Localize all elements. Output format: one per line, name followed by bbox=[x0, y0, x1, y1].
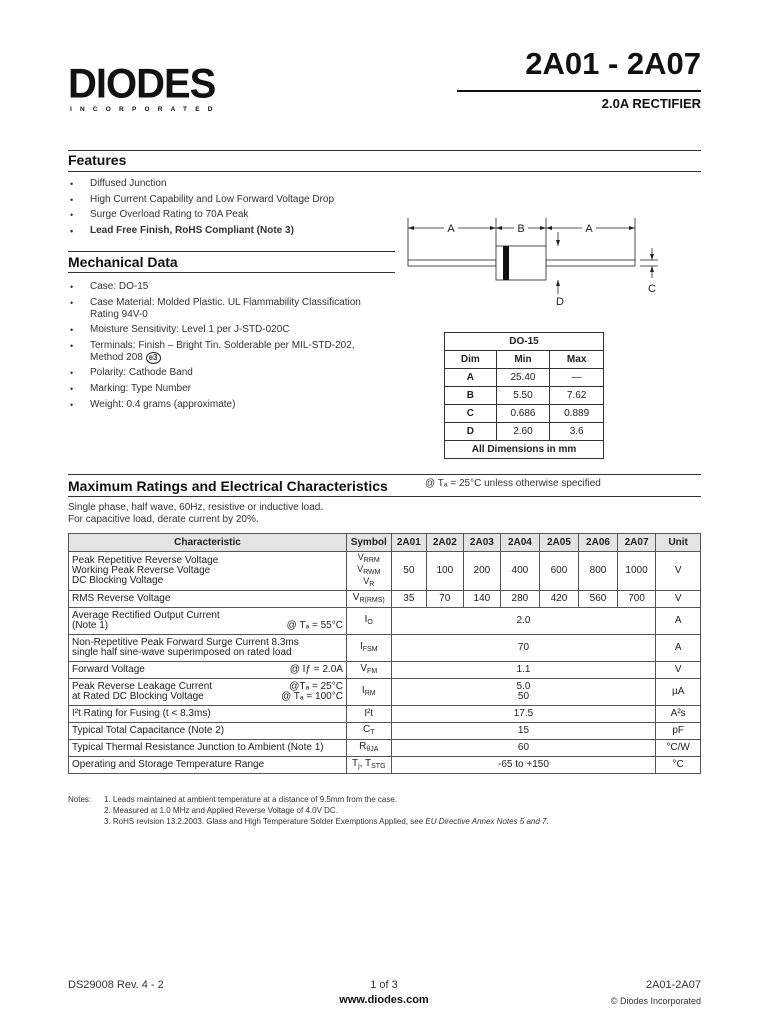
table-row: Average Rectified Output Current (Note 1) @ Tₐ = 55°C $I_O$ 2.0 A bbox=[69, 608, 701, 635]
symbol-cell: I²t bbox=[346, 706, 391, 723]
list-item: • Surge Overload Rating to 70A Peak bbox=[68, 209, 398, 221]
dim-label-a: A bbox=[447, 223, 455, 235]
features-bottom-rule bbox=[68, 171, 701, 172]
table-row: C 0.686 0.889 bbox=[445, 405, 604, 423]
header-rule bbox=[457, 90, 701, 92]
list-item: • Polarity: Cathode Band bbox=[68, 367, 378, 379]
list-item: • Lead Free Finish, RoHS Compliant (Note 3) bbox=[68, 225, 398, 237]
symbol-cell: $V_{R(RMS)}$ bbox=[346, 591, 391, 608]
table-row: A 25.40 — bbox=[445, 369, 604, 387]
ratings-top-rule bbox=[68, 474, 701, 475]
arrow-head bbox=[650, 266, 654, 272]
ratings-intro bbox=[68, 502, 323, 526]
list-item: • Moisture Sensitivity: Level 1 per J-STD-020C bbox=[68, 324, 378, 336]
notes-label: Notes: bbox=[68, 795, 92, 804]
ratings-header-row bbox=[69, 534, 701, 552]
symbol-cell: $I_{RM}$ bbox=[346, 679, 391, 706]
arrow-head bbox=[546, 226, 552, 230]
list-item: • Marking: Type Number bbox=[68, 383, 378, 395]
symbol-cell: $V_{FM}$ bbox=[346, 662, 391, 679]
col-header: 2A05 bbox=[539, 534, 579, 552]
col-header: Unit bbox=[656, 534, 701, 552]
table-row: Peak Reverse Leakage Current @Tₐ = 25°C at Rated DC Blocking Voltage @ Tₐ = 100°C $I_{RM}$ 5.0 50 µA bbox=[69, 679, 701, 706]
table-row: RMS Reverse Voltage $V_{R(RMS)}$ 35 70 140 280 420 560 700 V bbox=[69, 591, 701, 608]
notes-block bbox=[68, 794, 549, 827]
col-header: 2A04 bbox=[501, 534, 540, 552]
table-row: Typical Total Capacitance (Note 2) $C_T$ 15 pF bbox=[69, 723, 701, 740]
col-header: 2A01 bbox=[391, 534, 427, 552]
table-row: Peak Repetitive Reverse Voltage Working Peak Reverse Voltage DC Blocking Voltage $V_{RRM}$ $V_{RWM}$ $V_R$ 50 100 200 400 600 800 1000 V bbox=[69, 552, 701, 591]
symbol-cell: $T_j$, $T_{STG}$ bbox=[346, 757, 391, 774]
lead-right bbox=[546, 260, 635, 266]
features-heading: Features bbox=[68, 152, 127, 168]
terminals-text: Terminals: Finish – Bright Tin. Solderable per MIL-STD-202, Method 208 bbox=[90, 339, 355, 363]
arrow-head bbox=[650, 254, 654, 260]
table-row: Non-Repetitive Peak Forward Surge Current 8.3ms single half sine-wave superimposed on rated load $I_{FSM}$ 70 A bbox=[69, 635, 701, 662]
dimensions-table bbox=[444, 332, 604, 459]
doc-number: DS29008 Rev. 4 - 2 bbox=[68, 979, 164, 991]
note-item: 3. RoHS revision 13.2.2003. Glass and High Temperature Solder Exemptions Applied, see EU Directive Annex Notes 5 and 7. bbox=[104, 817, 549, 826]
arrow-head bbox=[556, 240, 560, 246]
dims-col-header: Min bbox=[496, 351, 550, 369]
features-list bbox=[68, 178, 398, 240]
arrow-head bbox=[408, 226, 414, 230]
dims-col-header: Dim bbox=[445, 351, 497, 369]
arrow-head bbox=[629, 226, 635, 230]
table-row: Operating and Storage Temperature Range $T_j$, $T_{STG}$ -65 to +150 °C bbox=[69, 757, 701, 774]
table-row: D 2.60 3.6 bbox=[445, 423, 604, 441]
table-row: I²t Rating for Fusing (t < 8.3ms) I²t 17.5 A²s bbox=[69, 706, 701, 723]
e3-lead-free-mark: e3 bbox=[146, 352, 161, 364]
features-top-rule bbox=[68, 150, 701, 151]
arrow-head bbox=[490, 226, 496, 230]
table-row: Typical Thermal Resistance Junction to Ambient (Note 1) $R_{\theta JA}$ 60 °C/W bbox=[69, 740, 701, 757]
arrow-head bbox=[496, 226, 502, 230]
list-item: • Case Material: Molded Plastic. UL Flammability Classification Rating 94V-0 bbox=[68, 297, 378, 321]
table-row: Forward Voltage @ Iƒ = 2.0A $V_{FM}$ 1.1 V bbox=[69, 662, 701, 679]
note-item: 2. Measured at 1.0 MHz and Applied Reverse Voltage of 4.0V DC. bbox=[104, 806, 338, 815]
mechanical-bottom-rule bbox=[68, 272, 395, 273]
note-item: 1. Leads maintained at ambient temperature at a distance of 9.5mm from the case. bbox=[104, 795, 398, 804]
symbol-cell: $R_{\theta JA}$ bbox=[346, 740, 391, 757]
product-subtitle: 2.0A RECTIFIER bbox=[601, 96, 701, 111]
do15-package-diagram bbox=[400, 210, 670, 310]
list-item: • Case: DO-15 bbox=[68, 281, 378, 293]
symbol-cell: $C_T$ bbox=[346, 723, 391, 740]
ratings-intro-line: Single phase, half wave, 60Hz, resistive or inductive load. bbox=[68, 502, 324, 513]
list-item: • Weight: 0.4 grams (approximate) bbox=[68, 399, 378, 411]
col-header: 2A02 bbox=[427, 534, 464, 552]
ratings-intro-line: For capacitive load, derate current by 20%. bbox=[68, 514, 259, 525]
dims-package-header: DO-15 bbox=[445, 333, 604, 351]
part-number-title: 2A01 - 2A07 bbox=[525, 46, 701, 81]
list-item bbox=[68, 340, 378, 364]
dim-label-b: B bbox=[517, 223, 525, 235]
dims-footer: All Dimensions in mm bbox=[445, 441, 604, 459]
col-header: Symbol bbox=[346, 534, 391, 552]
dim-label-c: C bbox=[648, 283, 656, 295]
col-header: Characteristic bbox=[69, 534, 347, 552]
arrow-head bbox=[540, 226, 546, 230]
symbol-cell: $V_{RRM}$ $V_{RWM}$ $V_R$ bbox=[346, 552, 391, 591]
col-header: 2A07 bbox=[617, 534, 656, 552]
list-item: • High Current Capability and Low Forward Voltage Drop bbox=[68, 194, 398, 206]
dim-label-d: D bbox=[556, 296, 564, 308]
mechanical-top-rule bbox=[68, 251, 395, 252]
table-row: B 5.50 7.62 bbox=[445, 387, 604, 405]
company-logo-subtext: INCORPORATED bbox=[70, 106, 221, 113]
dim-label-a: A bbox=[585, 223, 593, 235]
ratings-bottom-rule bbox=[68, 496, 701, 497]
copyright: © Diodes Incorporated bbox=[610, 996, 701, 1006]
symbol-cell: $I_{FSM}$ bbox=[346, 635, 391, 662]
ratings-condition: @ Tₐ = 25°C unless otherwise specified bbox=[425, 478, 601, 489]
list-item: • Diffused Junction bbox=[68, 178, 398, 190]
col-header: 2A06 bbox=[579, 534, 618, 552]
symbol-cell: $I_O$ bbox=[346, 608, 391, 635]
mechanical-heading: Mechanical Data bbox=[68, 254, 178, 270]
ratings-heading: Maximum Ratings and Electrical Characteristics bbox=[68, 478, 388, 494]
footer-part-number: 2A01-2A07 bbox=[645, 979, 701, 991]
company-logo: DIODES bbox=[68, 60, 216, 108]
ratings-table bbox=[68, 533, 701, 774]
arrow-head bbox=[556, 280, 560, 286]
page-number: 1 of 3 bbox=[370, 979, 398, 991]
note-italic-ref: EU Directive Annex Notes 5 and 7. bbox=[425, 817, 549, 826]
website-link[interactable]: www.diodes.com bbox=[339, 994, 429, 1006]
cathode-band bbox=[503, 246, 509, 280]
col-header: 2A03 bbox=[463, 534, 501, 552]
mechanical-list bbox=[68, 281, 378, 414]
dims-col-header: Max bbox=[550, 351, 604, 369]
lead-left bbox=[408, 260, 496, 266]
